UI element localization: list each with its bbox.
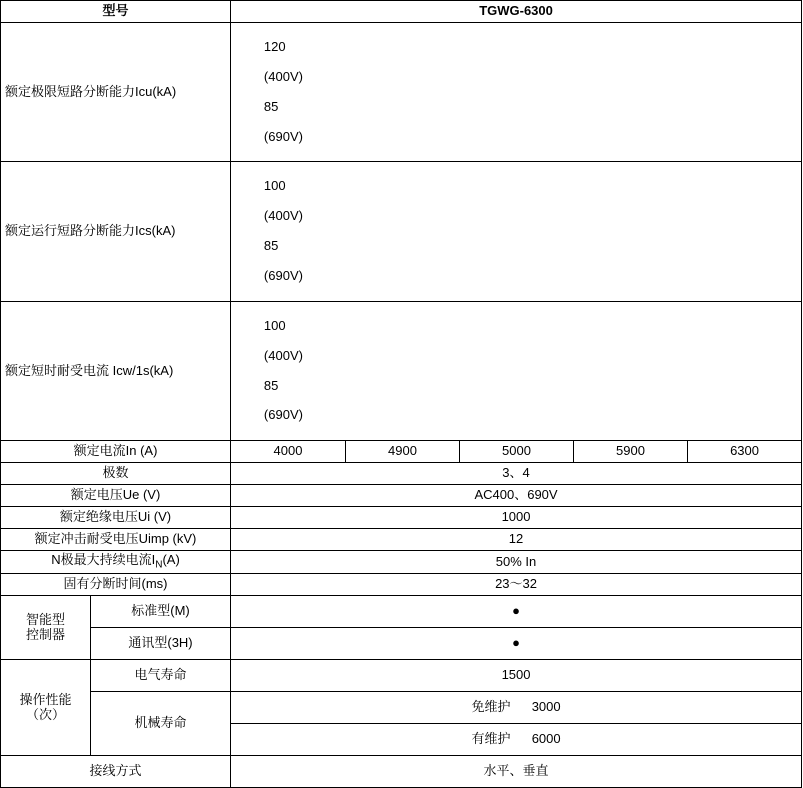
neutral-current-label (1, 551, 231, 574)
icw-label: 额定短时耐受电流 Icw/1s(kA) (1, 301, 231, 440)
controller-label-line1: 智能型 (25, 611, 65, 627)
icu-value-1: 120 (263, 38, 286, 54)
ics-unit-2: (690V) (263, 268, 303, 283)
electrical-life-value: 1500 (231, 660, 802, 692)
wiring-value: 水平、垂直 (231, 756, 802, 788)
mech-maint-label: 有维护 (471, 731, 511, 747)
table-row-model (1, 1, 802, 23)
ics-value-1: 100 (263, 178, 286, 194)
table-row-controller-standard (1, 596, 802, 628)
table-row-mechanical-life-free (1, 692, 802, 724)
neutral-current-label-pre: N极最大持续电流I (51, 552, 156, 568)
controller-comm-value: ● (231, 628, 802, 660)
poles-label: 极数 (1, 463, 231, 485)
poles-value: 3、4 (231, 463, 802, 485)
table-row-poles (1, 463, 802, 485)
model-label: 型号 (1, 1, 231, 23)
break-time-value: 23～32 (231, 574, 802, 596)
icw-values (231, 301, 802, 440)
life-label-line2: （次） (25, 706, 65, 722)
controller-standard-label: 标准型(M) (91, 596, 231, 628)
neutral-current-label-post: (A) (162, 552, 180, 568)
table-row-wiring (1, 756, 802, 788)
rated-current-value-1: 4000 (231, 441, 346, 463)
mech-free-label: 免维护 (471, 699, 511, 715)
ue-label: 额定电压Ue (V) (1, 485, 231, 507)
icu-value-2: 85 (263, 98, 279, 114)
break-time-label: 固有分断时间(ms) (1, 574, 231, 596)
wiring-label: 接线方式 (1, 756, 231, 788)
table-row-uimp (1, 529, 802, 551)
uimp-label: 额定冲击耐受电压Uimp (kV) (1, 529, 231, 551)
icu-values (231, 23, 802, 162)
icw-unit-2: (690V) (263, 407, 303, 423)
rated-current-value-4: 5900 (574, 441, 688, 463)
table-row-neutral-current (1, 551, 802, 574)
electrical-life-label: 电气寿命 (91, 660, 231, 692)
controller-label-line2: 控制器 (25, 626, 65, 642)
mech-free-value: 3000 (531, 699, 561, 715)
ue-value: AC400、690V (231, 485, 802, 507)
controller-label (1, 596, 91, 660)
table-row-ui (1, 507, 802, 529)
ics-value-2: 85 (263, 238, 279, 254)
neutral-current-value: 50% In (231, 551, 802, 574)
icu-unit-1: (400V) (263, 68, 303, 84)
controller-comm-label: 通讯型(3H) (91, 628, 231, 660)
ics-values (231, 162, 802, 301)
table-row-rated-current (1, 441, 802, 463)
icu-label: 额定极限短路分断能力Icu(kA) (1, 23, 231, 162)
table-row-icu (1, 23, 802, 162)
model-value: TGWG-6300 (231, 1, 802, 23)
rated-current-value-5: 6300 (688, 441, 802, 463)
rated-current-value-2: 4900 (346, 441, 460, 463)
icu-unit-2: (690V) (263, 128, 303, 144)
life-label-line1: 操作性能 (19, 691, 72, 707)
ics-unit-1: (400V) (263, 208, 303, 224)
uimp-value: 12 (231, 529, 802, 551)
mechanical-life-label: 机械寿命 (91, 692, 231, 756)
mechanical-life-free (231, 692, 802, 724)
table-row-icw (1, 301, 802, 440)
table-row-ics (1, 162, 802, 301)
table-row-ue (1, 485, 802, 507)
table-row-break-time (1, 574, 802, 596)
icw-unit-1: (400V) (263, 347, 303, 363)
neutral-current-label-sub: N (155, 559, 163, 571)
mech-maint-value: 6000 (531, 731, 561, 747)
table-row-electrical-life (1, 660, 802, 692)
ui-value: 1000 (231, 507, 802, 529)
icw-value-2: 85 (263, 377, 279, 393)
icw-value-1: 100 (263, 317, 286, 333)
rated-current-value-3: 5000 (460, 441, 574, 463)
controller-standard-value: ● (231, 596, 802, 628)
ui-label: 额定绝缘电压Ui (V) (1, 507, 231, 529)
rated-current-label: 额定电流In (A) (1, 441, 231, 463)
ics-label: 额定运行短路分断能力Ics(kA) (1, 162, 231, 301)
life-label (1, 660, 91, 756)
table-row-controller-comm (1, 628, 802, 660)
mechanical-life-maint (231, 724, 802, 756)
